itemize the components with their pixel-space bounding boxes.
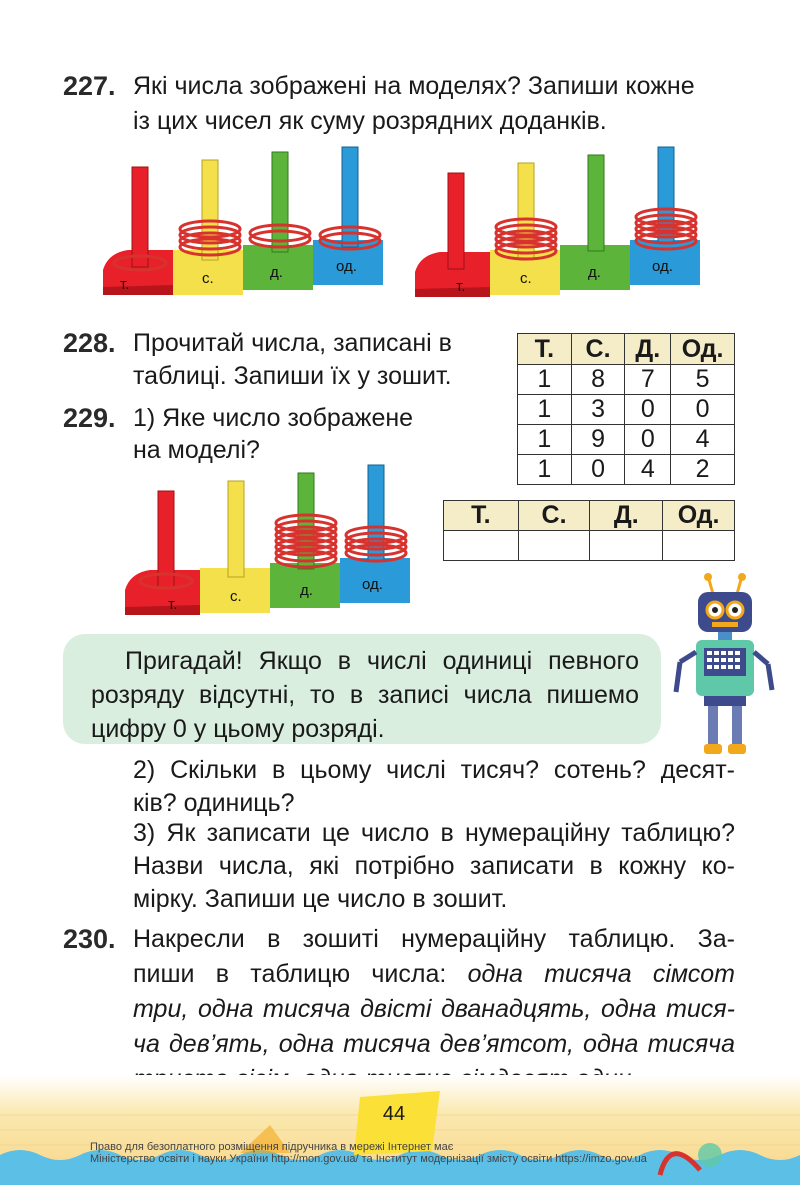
abacus-2-label-hundreds: с. — [520, 270, 532, 287]
abacus-2-label-tens: д. — [588, 264, 601, 281]
abacus-3-label-tens: д. — [300, 582, 313, 599]
table-row — [518, 455, 735, 485]
task-229-q1-line-2: на моделі? — [133, 436, 260, 464]
remember-line-1: Пригадай! Якщо в числі одиниці певного — [125, 647, 639, 675]
table-cell — [444, 531, 519, 561]
task-227-line-1: Які числа зображені на моделях? Запиши кожне — [133, 72, 695, 100]
abacus-model-2 — [410, 145, 710, 305]
task-230-line-3: три, одна тисяча двісті дванадцять, одна тися- — [133, 995, 735, 1023]
table-cell: 8 — [571, 365, 625, 395]
abacus-2-label-ones: од. — [652, 258, 673, 275]
table-cell: 5 — [671, 365, 735, 395]
table-cell — [590, 531, 663, 561]
abacus-3-label-thousands: т. — [168, 596, 178, 613]
numeration-table-2 — [443, 500, 735, 561]
task-230-line-1: Накресли в зошиті нумераційну таблицю. За- — [133, 925, 735, 953]
table-1-header-tens: Д. — [625, 334, 671, 365]
table-cell: 3 — [571, 395, 625, 425]
numeration-table-1 — [517, 333, 735, 485]
task-228-line-2: таблиці. Запиши їх у зошит. — [133, 362, 452, 390]
abacus-label-hundreds: с. — [202, 270, 214, 287]
task-229-q2-line-2: ків? одиниць? — [133, 789, 295, 817]
table-row — [518, 425, 735, 455]
abacus-label-thousands: т. — [120, 276, 130, 293]
abacus-2-label-thousands: т. — [456, 278, 466, 295]
task-229-q1-line-1: 1) Яке число зображене — [133, 404, 414, 432]
table-cell: 0 — [571, 455, 625, 485]
table-cell: 0 — [625, 395, 671, 425]
table-2-header-tens: Д. — [590, 501, 663, 531]
abacus-label-tens: д. — [270, 264, 283, 281]
table-2-header-ones: Од. — [663, 501, 735, 531]
task-228-number: 228. — [63, 328, 116, 358]
abacus-label-ones: од. — [336, 258, 357, 275]
task-230-line-2-plain: пиши в таблицю числа: — [133, 960, 468, 988]
task-230-number: 230. — [63, 924, 116, 954]
remember-line-3: цифру 0 у цьому розряді. — [91, 715, 385, 743]
abacus-model-3 — [120, 463, 420, 623]
task-228-line-1: Прочитай числа, записані в — [133, 329, 452, 357]
table-row — [444, 531, 735, 561]
footer-decoration — [0, 1075, 800, 1185]
table-cell: 4 — [671, 425, 735, 455]
table-cell: 1 — [518, 365, 572, 395]
table-cell: 0 — [625, 425, 671, 455]
table-1-header-hundreds: С. — [571, 334, 625, 365]
task-229-q2-line-1: 2) Скільки в цьому числі тисяч? сотень? десят- — [133, 756, 735, 784]
table-cell: 4 — [625, 455, 671, 485]
abacus-3-label-hundreds: с. — [230, 588, 242, 605]
table-2-header-hundreds: С. — [518, 501, 590, 531]
table-cell: 1 — [518, 455, 572, 485]
task-227-number: 227. — [63, 71, 116, 101]
table-row — [518, 395, 735, 425]
task-229-q3-line-3: мірку. Запиши це число в зошит. — [133, 885, 508, 913]
copyright-line-2: Міністерство освіти і науки України http://mon.gov.ua/ та Інститут модернізації змісту освіти https://imzo.gov.ua — [90, 1153, 647, 1165]
table-cell: 9 — [571, 425, 625, 455]
copyright-notice — [90, 1141, 730, 1165]
table-cell: 1 — [518, 425, 572, 455]
table-cell — [518, 531, 590, 561]
task-229-q3-line-2: Назви числа, які потрібно записати в кожну ко- — [133, 852, 735, 880]
remember-line-2: розряду відсутні, то в записі числа пишемо — [91, 681, 639, 709]
task-230-line-2 — [133, 956, 735, 992]
table-cell: 1 — [518, 395, 572, 425]
robot-illustration — [668, 572, 780, 756]
remember-box — [63, 634, 661, 744]
task-227-line-2: із цих чисел як суму розрядних доданків. — [133, 107, 607, 135]
table-cell: 0 — [671, 395, 735, 425]
table-cell: 7 — [625, 365, 671, 395]
copyright-line-1: Право для безоплатного розміщення підручника в мережі Інтернет має — [90, 1141, 454, 1153]
table-row — [518, 365, 735, 395]
table-2-header-thousands: Т. — [444, 501, 519, 531]
task-229-number: 229. — [63, 403, 116, 433]
abacus-3-label-ones: од. — [362, 576, 383, 593]
table-cell — [663, 531, 735, 561]
page-number: 44 — [382, 1103, 406, 1125]
task-230-line-4: ча дев’ять, одна тисяча дев’ятсот, одна тисяча — [133, 1030, 735, 1058]
table-1-header-ones: Од. — [671, 334, 735, 365]
table-cell: 2 — [671, 455, 735, 485]
table-1-header-thousands: Т. — [518, 334, 572, 365]
task-230-line-2-italic: одна тисяча сімсот — [467, 960, 736, 988]
task-229-q3-line-1: 3) Як записати це число в нумераційну таблицю? — [133, 819, 735, 847]
abacus-model-1 — [98, 145, 388, 305]
